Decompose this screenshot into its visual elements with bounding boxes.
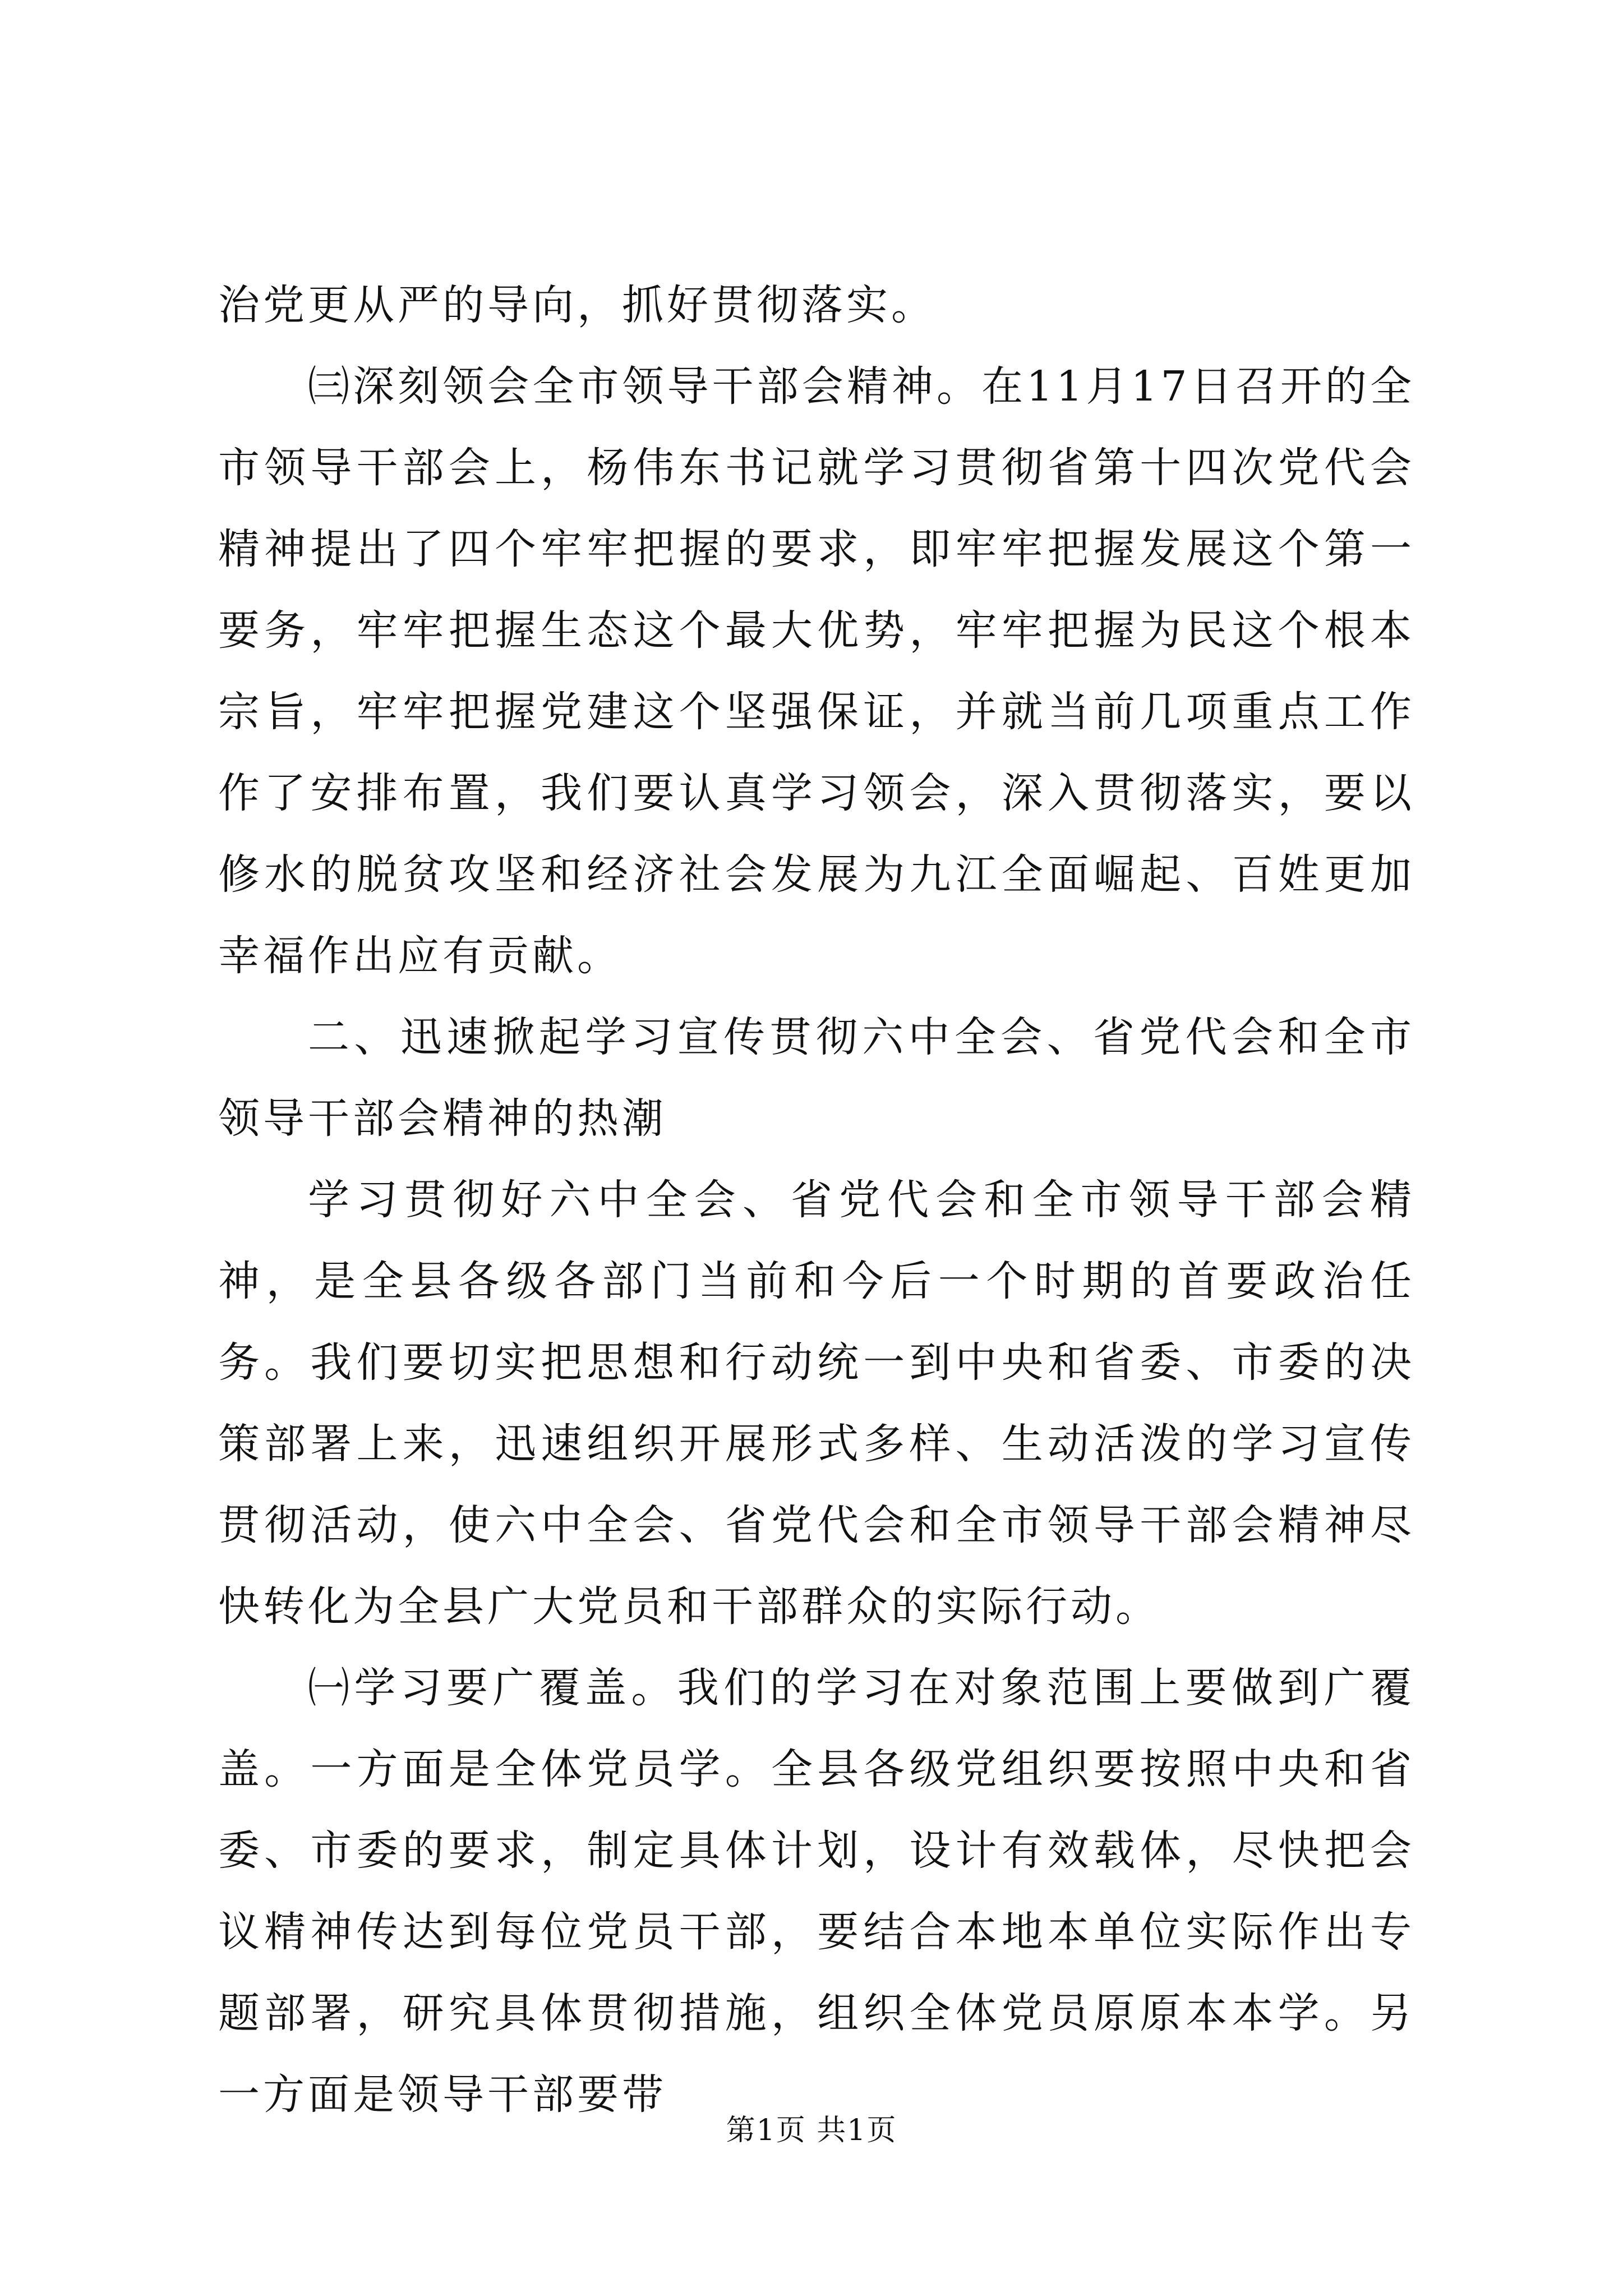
page-footer: 第1页 共1页 [726,2114,897,2147]
paragraph-continuation: 治党更从严的导向，抓好贯彻落实。 [218,281,936,329]
document-body [218,265,1415,2136]
paragraph-subsection-1: ㈠学习要广覆盖。我们的学习在对象范围上要做到广覆盖。一方面是全体党员学。全县各级党组织要按照中央和省委、市委的要求，制定具体计划，设计有效载体，尽快把会议精神传达到每位党员干部，要结合本地本单位实际作出专题部署，研究具体贯彻措施，组织全体党员原原本本学。另一方面是领导干部要带 [218,1664,1415,2119]
paragraph-section-3: ㈢深刻领会全市领导干部会精神。在11月17日召开的全市领导干部会上，杨伟东书记就学习贯彻省第十四次党代会精神提出了四个牢牢把握的要求，即牢牢把握发展这个第一要务，牢牢把握生态这个最大优势，牢牢把握为民这个根本宗旨，牢牢把握党建这个坚强保证，并就当前几项重点工作作了安排布置，我们要认真学习领会，深入贯彻落实，要以修水的脱贫攻坚和经济社会发展为九江全面崛起、百姓更加幸福作出应有贡献。 [218,362,1415,980]
heading-section-2: 二、迅速掀起学习宣传贯彻六中全会、省党代会和全市领导干部会精神的热潮 [218,1013,1415,1143]
paragraph-intro: 学习贯彻好六中全会、省党代会和全市领导干部会精神，是全县各级各部门当前和今后一个时期的首要政治任务。我们要切实把思想和行动统一到中央和省委、市委的决策部署上来，迅速组织开展形式多样、生动活泼的学习宣传贯彻活动，使六中全会、省党代会和全市领导干部会精神尽快转化为全县广大党员和干部群众的实际行动。 [218,1176,1415,1631]
